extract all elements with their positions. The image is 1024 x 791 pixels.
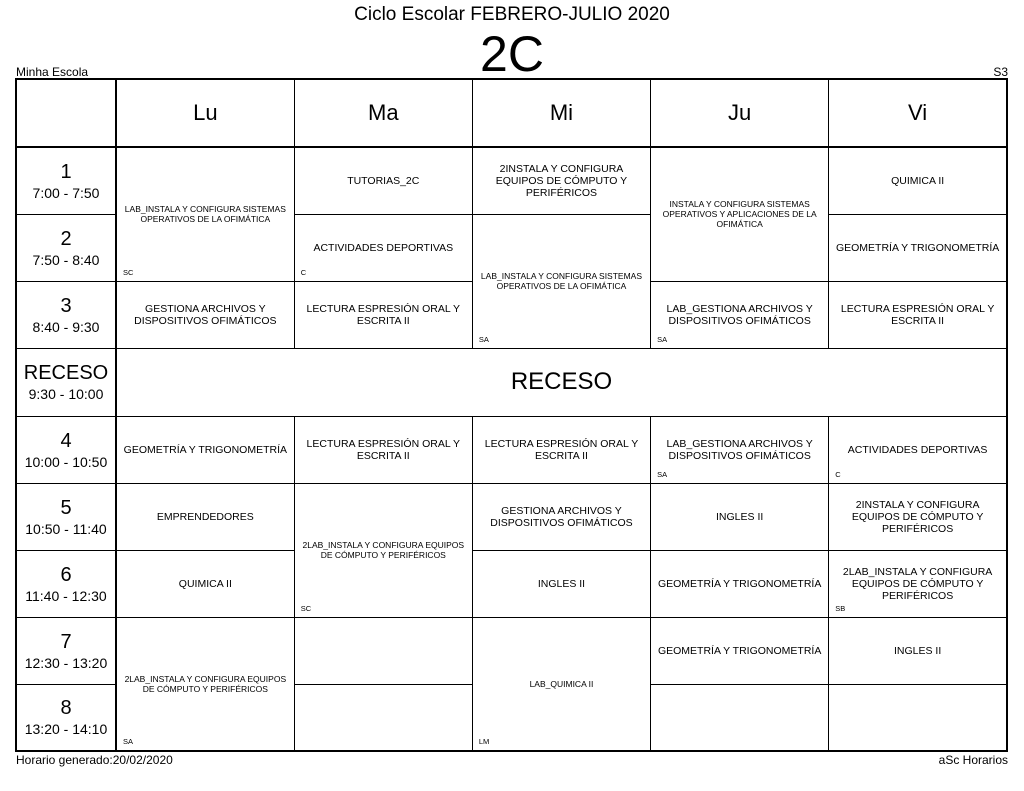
lesson-subject: GESTIONA ARCHIVOS Y DISPOSITIVOS OFIMÁTICOS <box>134 302 277 327</box>
lesson-cell[interactable] <box>116 617 294 751</box>
lesson-subject: LECTURA ESPRESIÓN ORAL Y ESCRITA II <box>840 302 995 327</box>
lesson-cell[interactable] <box>829 416 1007 483</box>
lesson-subject: INGLES II <box>537 577 586 590</box>
period-number: 4 <box>60 429 72 452</box>
period-number: 2 <box>60 227 72 250</box>
lesson-cell[interactable] <box>829 281 1007 348</box>
period-time: 11:40 - 12:30 <box>25 587 107 604</box>
app-name: aSc Horarios <box>938 753 1008 767</box>
lesson-cell[interactable] <box>116 147 294 281</box>
lesson-cell[interactable] <box>651 550 829 617</box>
lesson-cell[interactable] <box>294 147 472 214</box>
period-time: 13:20 - 14:10 <box>24 721 108 738</box>
lesson-subject: LECTURA ESPRESIÓN ORAL Y ESCRITA II <box>306 302 461 327</box>
lesson-subject: QUIMICA II <box>178 577 232 590</box>
period-number: 7 <box>60 630 72 653</box>
day-header: Mi <box>472 79 650 147</box>
lesson-subject: LAB_INSTALA Y CONFIGURA SISTEMAS OPERATIVOS DE LA OFIMÁTICA <box>124 204 286 225</box>
period-number: 6 <box>60 563 72 586</box>
lesson-subject: 2INSTALA Y CONFIGURA EQUIPOS DE CÓMPUTO Y PERIFÉRICOS <box>851 498 984 535</box>
period-number: 3 <box>60 294 72 317</box>
lesson-room: SA <box>657 334 668 344</box>
lesson-subject: INSTALA Y CONFIGURA SISTEMAS OPERATIVOS Y APLICACIONES DE LA OFIMÁTICA <box>662 199 817 230</box>
lesson-cell[interactable] <box>829 483 1007 550</box>
lesson-cell[interactable] <box>472 617 650 751</box>
period-cell <box>16 416 116 483</box>
lesson-cell[interactable] <box>294 214 472 281</box>
timetable <box>15 78 1008 752</box>
period-row <box>16 550 1007 617</box>
lesson-subject: EMPRENDEDORES <box>156 510 254 523</box>
lesson-subject: GEOMETRÍA Y TRIGONOMETRÍA <box>835 241 1000 254</box>
lesson-subject: GEOMETRÍA Y TRIGONOMETRÍA <box>657 644 822 657</box>
period-row <box>16 416 1007 483</box>
lesson-cell[interactable] <box>294 483 472 617</box>
generated-date: Horario generado:20/02/2020 <box>16 753 173 767</box>
lesson-subject: 2LAB_INSTALA Y CONFIGURA EQUIPOS DE CÓMPUTO Y PERIFÉRICOS <box>842 565 993 602</box>
lesson-room: LM <box>478 737 490 746</box>
period-time: 9:30 - 10:00 <box>28 386 104 402</box>
period-cell <box>16 214 116 281</box>
empty-cell[interactable] <box>294 684 472 751</box>
lesson-room: SA <box>657 469 668 479</box>
period-time: 10:00 - 10:50 <box>24 453 108 470</box>
lesson-cell[interactable] <box>829 147 1007 214</box>
period-row <box>16 483 1007 550</box>
lesson-subject: INGLES II <box>716 510 764 523</box>
lesson-cell[interactable] <box>651 416 829 483</box>
lesson-subject: 2INSTALA Y CONFIGURA EQUIPOS DE CÓMPUTO Y PERIFÉRICOS <box>495 162 628 199</box>
lesson-cell[interactable] <box>651 147 829 281</box>
period-cell <box>16 348 116 416</box>
recess-cell <box>116 348 1007 416</box>
lesson-cell[interactable] <box>294 281 472 348</box>
lesson-cell[interactable] <box>651 281 829 348</box>
lesson-cell[interactable] <box>472 483 650 550</box>
lesson-subject: LAB_GESTIONA ARCHIVOS Y DISPOSITIVOS OFIMÁTICOS <box>666 302 813 327</box>
day-header: Ju <box>651 79 829 147</box>
period-number: 8 <box>60 697 72 720</box>
lesson-subject: ACTIVIDADES DEPORTIVAS <box>847 443 988 456</box>
period-cell <box>16 281 116 348</box>
recess-label: RECESO <box>510 368 613 395</box>
corner-cell <box>16 79 116 147</box>
lesson-room: SB <box>835 603 846 613</box>
lesson-subject: GEOMETRÍA Y TRIGONOMETRÍA <box>123 443 288 456</box>
lesson-subject: TUTORIAS_2C <box>347 174 420 187</box>
lesson-subject: ACTIVIDADES DEPORTIVAS <box>313 241 454 254</box>
period-cell <box>16 483 116 550</box>
lesson-cell[interactable] <box>116 483 294 550</box>
period-cell <box>16 550 116 617</box>
lesson-subject: LAB_QUIMICA II <box>529 678 594 689</box>
lesson-subject: QUIMICA II <box>891 174 945 187</box>
lesson-cell[interactable] <box>651 617 829 684</box>
empty-cell[interactable] <box>294 617 472 684</box>
lesson-room: C <box>300 267 307 277</box>
lesson-room: SA <box>478 334 489 344</box>
lesson-cell[interactable] <box>651 483 829 550</box>
lesson-cell[interactable] <box>116 550 294 617</box>
empty-cell[interactable] <box>651 684 829 751</box>
lesson-subject: LAB_GESTIONA ARCHIVOS Y DISPOSITIVOS OFIMÁTICOS <box>666 437 813 462</box>
period-time: 12:30 - 13:20 <box>24 654 108 671</box>
lesson-subject: LECTURA ESPRESIÓN ORAL Y ESCRITA II <box>484 437 639 462</box>
period-time: 7:00 - 7:50 <box>32 184 100 201</box>
lesson-cell[interactable] <box>472 416 650 483</box>
period-cell <box>16 617 116 684</box>
schedule-title: Ciclo Escolar FEBRERO-JULIO 2020 <box>354 4 670 25</box>
lesson-subject: 2LAB_INSTALA Y CONFIGURA EQUIPOS DE CÓMPUTO Y PERIFÉRICOS <box>302 540 465 560</box>
lesson-room: SC <box>300 603 312 613</box>
period-row <box>16 617 1007 684</box>
lesson-subject: GEOMETRÍA Y TRIGONOMETRÍA <box>657 577 822 590</box>
empty-cell[interactable] <box>829 684 1007 751</box>
lesson-cell[interactable] <box>472 214 650 348</box>
period-time: 8:40 - 9:30 <box>32 318 100 335</box>
period-time: 10:50 - 11:40 <box>25 520 107 537</box>
lesson-subject: 2LAB_INSTALA Y CONFIGURA EQUIPOS DE CÓMPUTO Y PERIFÉRICOS <box>124 673 287 694</box>
class-name: 2C <box>480 26 544 82</box>
period-number: 5 <box>60 496 72 519</box>
lesson-room: C <box>835 469 841 479</box>
day-header: Ma <box>294 79 472 147</box>
day-header-row <box>16 79 1007 147</box>
lesson-cell[interactable] <box>472 550 650 617</box>
lesson-cell[interactable] <box>116 416 294 483</box>
period-number: RECESO <box>23 362 109 384</box>
lesson-subject: LAB_INSTALA Y CONFIGURA SISTEMAS OPERATIVOS DE LA OFIMÁTICA <box>480 271 643 291</box>
lesson-cell[interactable] <box>829 617 1007 684</box>
period-time: 7:50 - 8:40 <box>32 251 100 268</box>
lesson-cell[interactable] <box>829 550 1007 617</box>
lesson-subject: GESTIONA ARCHIVOS Y DISPOSITIVOS OFIMÁTICOS <box>490 504 633 529</box>
lesson-subject: INGLES II <box>893 644 942 657</box>
lesson-room: SC <box>123 267 134 277</box>
page-code: S3 <box>993 65 1008 79</box>
period-row <box>16 147 1007 214</box>
period-cell <box>16 684 116 751</box>
lesson-cell[interactable] <box>829 214 1007 281</box>
recess-row <box>16 348 1007 416</box>
lesson-cell[interactable] <box>116 281 294 348</box>
day-header: Vi <box>829 79 1007 147</box>
lesson-room: SA <box>123 737 134 746</box>
lesson-cell[interactable] <box>472 147 650 214</box>
school-name: Minha Escola <box>16 65 89 79</box>
period-cell <box>16 147 116 214</box>
period-number: 1 <box>60 160 72 183</box>
lesson-subject: LECTURA ESPRESIÓN ORAL Y ESCRITA II <box>306 437 461 462</box>
day-header: Lu <box>116 79 294 147</box>
lesson-cell[interactable] <box>294 416 472 483</box>
